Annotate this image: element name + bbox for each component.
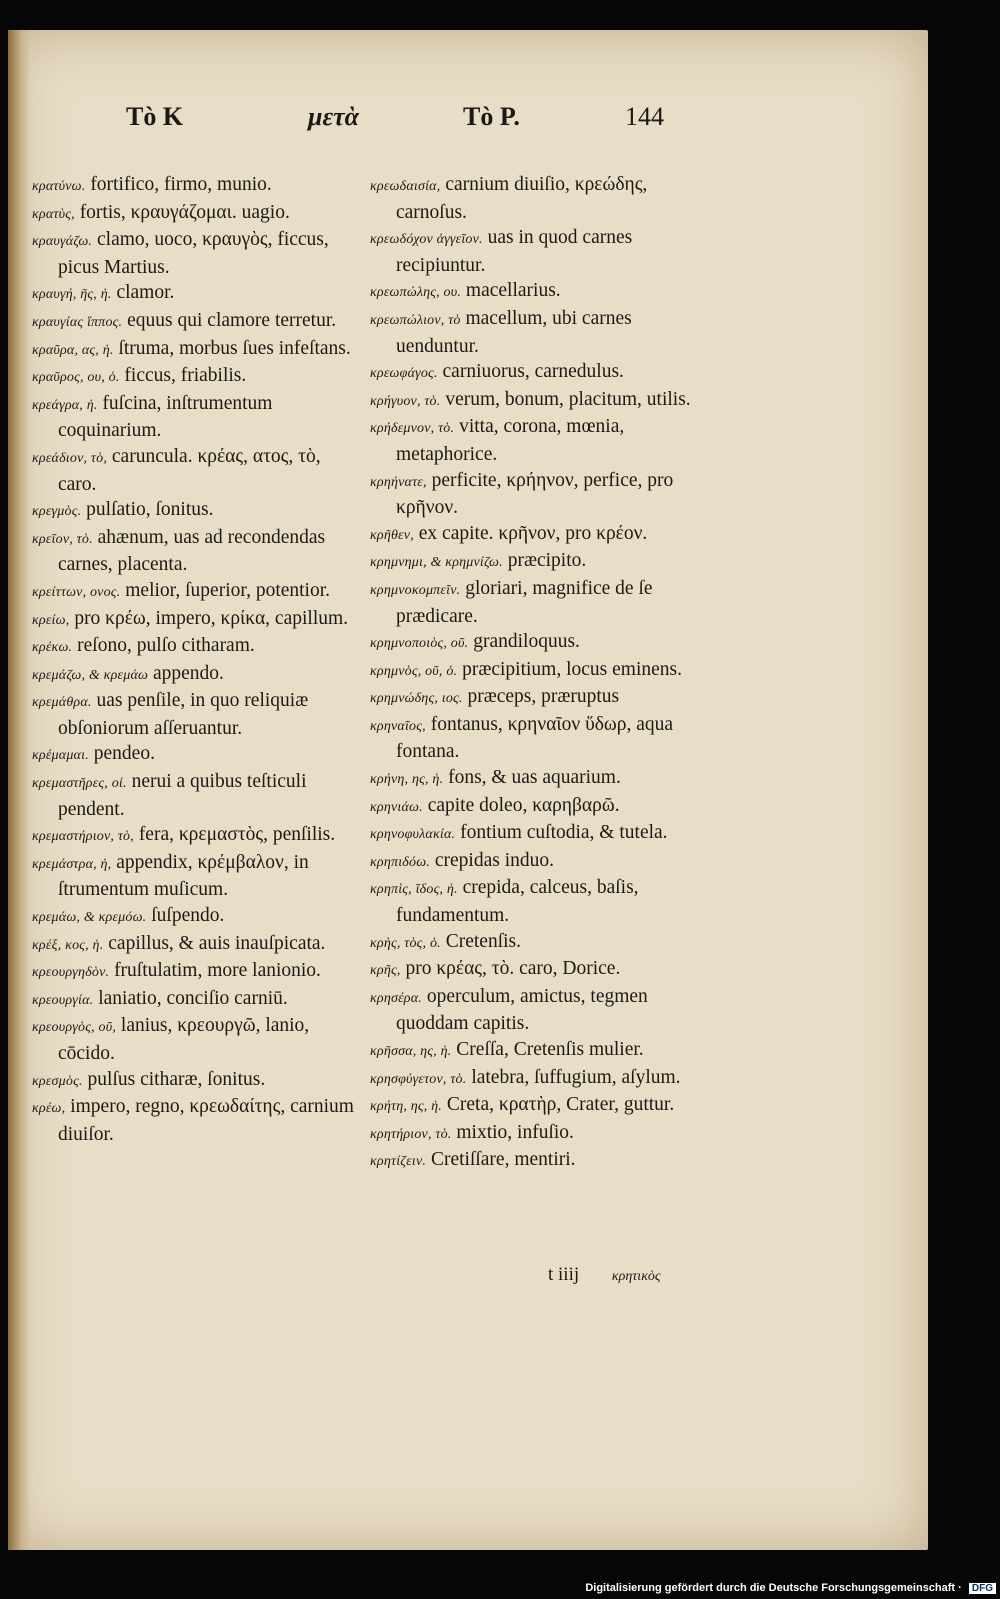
greek-headword: κρημνώδης, ιος. <box>370 691 463 707</box>
greek-headword: κρεῖον, τὸ. <box>32 531 93 547</box>
latin-gloss: præcipitium, locus eminens. <box>462 658 682 680</box>
dictionary-entry <box>32 822 362 850</box>
greek-headword: κρεάγρα, ἡ. <box>32 397 98 413</box>
dictionary-entry <box>32 1094 362 1147</box>
latin-gloss: pendeo. <box>93 743 155 765</box>
latin-gloss: laniatio, conciſio carniū. <box>98 987 288 1009</box>
greek-headword: κρέω, <box>32 1101 66 1117</box>
greek-headword: κρεάδιον, τὸ, <box>32 450 108 466</box>
latin-gloss: carnium diuiſio, κρεώδης, carnoſus. <box>396 174 648 223</box>
latin-gloss: ficcus, friabilis. <box>124 365 247 387</box>
dictionary-entry <box>32 850 362 903</box>
dictionary-entry <box>370 929 700 957</box>
greek-headword: κρηπιδόω. <box>370 854 430 870</box>
latin-gloss: mixtio, infuſio. <box>456 1121 574 1143</box>
latin-gloss: vitta, corona, mœnia, metaphorice. <box>396 416 625 465</box>
dictionary-entry <box>370 468 700 521</box>
latin-gloss: verum, bonum, placitum, utilis. <box>445 388 691 410</box>
greek-headword: κρεωφάγος. <box>370 366 438 382</box>
latin-gloss: fons, & uas aquarium. <box>448 767 621 789</box>
dictionary-entry <box>32 172 362 200</box>
greek-headword: κρῆς, <box>370 963 401 979</box>
greek-headword: κρησφύγετον, τὸ. <box>370 1071 467 1087</box>
latin-gloss: lanius, κρεουργῶ, lanio, cōcido. <box>58 1015 310 1064</box>
dictionary-entry <box>32 633 362 661</box>
latin-gloss: præcipito. <box>507 550 587 572</box>
latin-gloss: fuſcina, inſtrumentum coquinarium. <box>58 392 273 442</box>
latin-gloss: carniuorus, carnedulus. <box>442 361 624 383</box>
dictionary-entry <box>370 225 700 278</box>
latin-gloss: fera, κρεμαστὸς, penſilis. <box>138 824 336 846</box>
dictionary-entry <box>370 387 700 415</box>
latin-gloss: impero, regno, κρεωδαίτης, carnium diuiſor. <box>58 1096 354 1145</box>
dictionary-entry <box>370 820 700 848</box>
latin-gloss: ex capite. κρῆνον, pro κρέον. <box>418 522 648 544</box>
greek-headword: κρὴς, τὸς, ὁ. <box>370 935 441 951</box>
latin-gloss: Creſſa, Cretenſis mulier. <box>456 1039 644 1060</box>
running-head-left: Tò K <box>126 102 184 131</box>
dictionary-entry <box>370 1120 700 1148</box>
greek-headword: κρεουργηδὸν. <box>32 965 110 981</box>
greek-headword: κρήνη, ης, ἡ. <box>370 772 444 788</box>
latin-gloss: fortifico, firmo, munio. <box>90 174 272 195</box>
greek-headword: κρείω, <box>32 612 70 628</box>
catchline <box>548 1264 748 1286</box>
dictionary-entry <box>32 578 362 606</box>
dfg-logo: DFG <box>969 1583 996 1594</box>
dictionary-entry <box>32 363 362 391</box>
dictionary-entry <box>370 956 700 984</box>
dictionary-entry <box>32 200 362 228</box>
dictionary-entry <box>370 657 700 685</box>
latin-gloss: Creta, κρατὴρ, Crater, guttur. <box>446 1094 675 1116</box>
latin-gloss: ahænum, uas ad recondendas carnes, placenta. <box>58 526 326 576</box>
dictionary-entry <box>370 414 700 467</box>
greek-headword: κρεμάθρα. <box>32 695 92 711</box>
latin-gloss: perficite, κρήηνον, perfice, pro κρῆνον. <box>396 469 674 519</box>
dictionary-entry <box>370 848 700 876</box>
greek-headword: κρεμάζω, & κρεμάω <box>32 667 149 683</box>
dictionary-entry <box>370 1037 700 1065</box>
dictionary-entry <box>370 793 700 821</box>
running-head-right: Tò P. <box>463 102 520 131</box>
latin-gloss: ſuſpendo. <box>151 905 225 927</box>
latin-gloss: clamo, uoco, κραυγὸς, ficcus, picus Martius. <box>58 229 329 278</box>
dictionary-entry <box>370 172 700 225</box>
greek-headword: κρήτη, ης, ἡ. <box>370 1099 443 1115</box>
greek-headword: κρηναῖος, <box>370 718 426 734</box>
greek-headword: κρήδεμνον, τὸ. <box>370 421 455 437</box>
greek-headword: κρημνοκομπεῖν. <box>370 582 461 598</box>
dictionary-entry <box>32 903 362 931</box>
greek-headword: κρηπὶς, ῖδος, ἡ. <box>370 882 458 898</box>
latin-gloss: uas in quod carnes recipiuntur. <box>396 227 633 276</box>
greek-headword: κρητήριον, τὸ. <box>370 1126 452 1142</box>
dictionary-entry <box>370 875 700 928</box>
greek-headword: κρεωπώλιον, τὸ <box>370 312 461 328</box>
dictionary-entry <box>32 986 362 1014</box>
dictionary-entry <box>32 336 362 364</box>
dictionary-entry <box>370 521 700 549</box>
latin-gloss: crepidas induo. <box>434 849 554 871</box>
greek-headword: κρεουργία. <box>32 992 94 1008</box>
digitization-footer <box>585 1582 996 1594</box>
latin-gloss: capite doleo, καρηβαρῶ. <box>427 794 620 816</box>
greek-headword: κρησέρα. <box>370 990 422 1006</box>
latin-gloss: equus qui clamore terretur. <box>127 309 337 331</box>
latin-gloss: gloriari, magnifice de ſe prædicare. <box>396 577 653 627</box>
dictionary-entry <box>32 606 362 634</box>
latin-gloss: pro κρέας, τὸ. caro, Dorice. <box>405 958 621 980</box>
greek-headword: κρημνημι, & κρημνίζω. <box>370 555 503 571</box>
greek-headword: κρηήνατε, <box>370 474 427 490</box>
latin-gloss: clamor. <box>116 282 175 304</box>
latin-gloss: crepida, calceus, baſis, fundamentum. <box>396 877 639 927</box>
dictionary-entry <box>370 1092 700 1120</box>
greek-headword: κρῆσσα, ης, ἡ. <box>370 1044 452 1059</box>
latin-gloss: appendo. <box>152 662 224 684</box>
latin-gloss: fruſtulatim, more lanionio. <box>114 960 321 982</box>
greek-headword: κραυγάζω. <box>32 234 93 250</box>
latin-gloss: nerui a quibus teſticuli pendent. <box>58 771 307 820</box>
dictionary-entry <box>32 1067 362 1095</box>
greek-headword: κρήγυον, τὸ. <box>370 393 441 409</box>
latin-gloss: macellum, ubi carnes uenduntur. <box>396 307 632 357</box>
dictionary-entry <box>32 391 362 444</box>
greek-headword: κρατὺς, <box>32 206 75 222</box>
right-column <box>370 172 700 1175</box>
greek-headword: κρεωπώλης, ου. <box>370 285 462 301</box>
dictionary-entry <box>370 576 700 629</box>
page-number: 144 <box>625 102 664 131</box>
dictionary-entry <box>370 684 700 712</box>
dictionary-entry <box>32 308 362 336</box>
latin-gloss: præceps, præruptus <box>467 686 620 708</box>
dictionary-entry <box>32 280 362 308</box>
book-page <box>8 30 928 1550</box>
greek-headword: κρατύνω. <box>32 179 86 194</box>
dictionary-entry <box>370 765 700 793</box>
dictionary-entry <box>32 741 362 769</box>
dictionary-entry <box>370 984 700 1037</box>
dictionary-entry <box>370 548 700 576</box>
latin-gloss: melior, ſuperior, potentior. <box>125 579 331 601</box>
dictionary-entry <box>32 931 362 959</box>
dictionary-entry <box>32 497 362 525</box>
greek-headword: κρεμάστρα, ἡ, <box>32 856 112 872</box>
greek-headword: κραυγή, ῆς, ἡ. <box>32 287 112 303</box>
greek-headword: κρέμαμαι. <box>32 748 89 764</box>
latin-gloss: capillus, & auis inauſpicata. <box>108 932 326 954</box>
dictionary-entry <box>370 359 700 387</box>
page-edge <box>8 30 30 1550</box>
greek-headword: κρεωδόχον ἀγγεῖον. <box>370 232 483 248</box>
latin-gloss: fontanus, κρηναῖον ὕδωρ, aqua fontana. <box>396 713 674 763</box>
greek-headword: κρεωδαισία, <box>370 179 441 194</box>
greek-headword: κραυγίας ἵππος. <box>32 314 123 330</box>
running-head-middle: μετὰ <box>308 102 360 131</box>
greek-headword: κρηνοφυλακία. <box>370 827 456 843</box>
greek-headword: κρεσμὸς. <box>32 1073 83 1089</box>
catchword: κρητικὸς <box>611 1269 661 1284</box>
greek-headword: κρεγμὸς. <box>32 504 82 520</box>
greek-headword: κρῆθεν, <box>370 527 414 543</box>
dictionary-entry <box>32 661 362 689</box>
dictionary-entry <box>32 444 362 497</box>
left-column <box>32 172 362 1147</box>
greek-headword: κρημνοποιὸς, οῦ. <box>370 636 469 652</box>
latin-gloss: Cretiſſare, mentiri. <box>430 1149 576 1171</box>
greek-headword: κρημνὸς, οῦ, ὁ. <box>370 663 458 679</box>
dictionary-entry <box>32 227 362 280</box>
latin-gloss: latebra, ſuffugium, aſylum. <box>471 1066 681 1088</box>
latin-gloss: fontium cuſtodia, & tutela. <box>460 822 668 844</box>
latin-gloss: fortis, κραυγάζομαι. uagio. <box>79 201 290 223</box>
latin-gloss: pulſus citharæ, ſonitus. <box>87 1068 266 1090</box>
latin-gloss: ſtruma, morbus ſues infeſtans. <box>118 337 351 359</box>
greek-headword: κραῦρος, ου, ὁ. <box>32 370 120 386</box>
dictionary-entry <box>370 278 700 306</box>
latin-gloss: reſono, pulſo citharam. <box>77 635 255 657</box>
latin-gloss: uas penſile, in quo reliquiæ obſoniorum aſſeruantur. <box>58 690 309 739</box>
signature-mark: t iiij <box>548 1264 580 1285</box>
greek-headword: κρεμάω, & κρεμόω. <box>32 910 147 926</box>
latin-gloss: pro κρέω, impero, κρίκα, capillum. <box>74 607 349 629</box>
dictionary-entry <box>370 1147 700 1175</box>
dictionary-entry <box>32 525 362 578</box>
latin-gloss: macellarius. <box>465 280 561 302</box>
latin-gloss: pulſatio, ſonitus. <box>86 499 214 521</box>
dictionary-entry <box>370 629 700 657</box>
dictionary-entry <box>370 306 700 359</box>
latin-gloss: Cretenſis. <box>445 930 522 952</box>
greek-headword: κρηνιάω. <box>370 799 423 815</box>
greek-headword: κρητίζειν. <box>370 1154 427 1170</box>
greek-headword: κραῦρα, ας, ἡ. <box>32 342 114 358</box>
dictionary-entry <box>370 1065 700 1093</box>
latin-gloss: operculum, amictus, tegmen quoddam capitis. <box>396 985 648 1035</box>
dictionary-entry <box>370 712 700 765</box>
greek-headword: κρέκω. <box>32 640 73 656</box>
latin-gloss: caruncula. κρέας, ατος, τὸ, caro. <box>58 445 321 495</box>
greek-headword: κρεουργὸς, οῦ, <box>32 1020 117 1036</box>
greek-headword: κρείττων, ονος. <box>32 584 121 600</box>
dictionary-entry <box>32 688 362 741</box>
latin-gloss: appendix, κρέμβαλον, in ſtrumentum muſicum. <box>58 851 309 901</box>
dictionary-entry <box>32 958 362 986</box>
dictionary-entry <box>32 769 362 822</box>
greek-headword: κρέξ, κος, ἡ. <box>32 937 104 953</box>
latin-gloss: grandiloquus. <box>473 631 580 653</box>
dictionary-entry <box>32 1013 362 1066</box>
greek-headword: κρεμαστήριον, τὸ, <box>32 829 134 845</box>
running-head <box>8 102 928 142</box>
greek-headword: κρεμαστῆρες, οἱ. <box>32 776 127 792</box>
footer-text: Digitalisierung gefördert durch die Deutsche Forschungsgemeinschaft · <box>585 1582 962 1594</box>
